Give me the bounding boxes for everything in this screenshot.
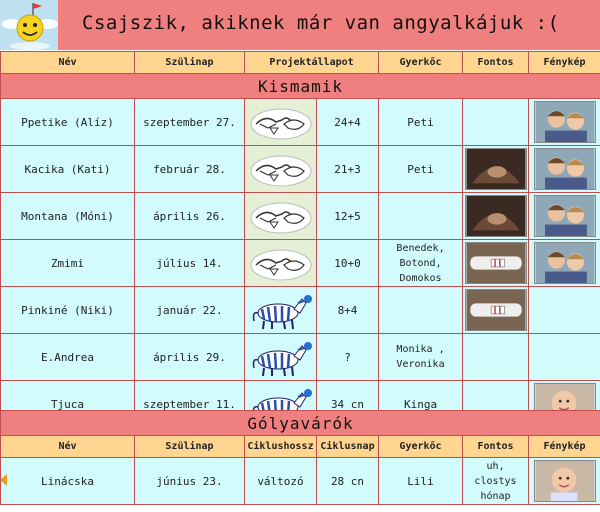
member-kids: Kinga	[379, 381, 463, 428]
member-birthday: április 29.	[135, 334, 245, 381]
header-kids: Gyerkőc	[379, 436, 463, 458]
portrait-photo	[529, 193, 600, 240]
golyavarok-section-row	[1, 411, 600, 436]
member-kids	[379, 287, 463, 334]
header-photo: Fénykép	[529, 52, 600, 74]
member-birthday: április 26.	[135, 193, 245, 240]
portrait-photo	[529, 240, 600, 287]
pregnancy-week: ?	[317, 334, 379, 381]
pregnancy-week: 12+5	[317, 193, 379, 240]
member-name: Kacika (Kati)	[1, 146, 135, 193]
member-birthday: június 23.	[135, 458, 245, 505]
baby-photo	[529, 458, 600, 505]
member-name: Zmimi	[1, 240, 135, 287]
photo-empty	[529, 334, 600, 381]
member-birthday: szeptember 11.	[135, 381, 245, 428]
member-name: Ppetike (Alíz)	[1, 99, 135, 146]
pregnancy-test-photo	[463, 240, 529, 287]
stork-icon	[245, 240, 317, 287]
header-name: Név	[1, 52, 135, 74]
header-kids: Gyerkőc	[379, 52, 463, 74]
member-kids: Lili	[379, 458, 463, 505]
pregnancy-week: 10+0	[317, 240, 379, 287]
table-row	[1, 334, 600, 381]
member-kids: Monika , Veronika	[379, 334, 463, 381]
kismamik-header-row	[1, 52, 600, 74]
zebra-icon	[245, 287, 317, 334]
member-birthday: szeptember 27.	[135, 99, 245, 146]
section-title-kismamik: Kismamik	[1, 74, 600, 99]
member-name: Tjuca	[1, 381, 135, 428]
pregnancy-week: 8+4	[317, 287, 379, 334]
title-bar	[0, 0, 600, 50]
member-name	[1, 458, 135, 505]
member-name: E.Andrea	[1, 334, 135, 381]
cycle-day: 28 cn	[317, 458, 379, 505]
header-cycle-length: Ciklushossz	[245, 436, 317, 458]
table-row	[1, 287, 600, 334]
pregnancy-test-photo	[463, 287, 529, 334]
stork-icon	[245, 193, 317, 240]
photo-empty	[529, 287, 600, 334]
table-row	[1, 458, 600, 505]
important-empty	[463, 334, 529, 381]
portrait-photo	[529, 99, 600, 146]
ultrasound-photo	[463, 193, 529, 240]
candy-icon	[1, 471, 10, 492]
header-project-status: Projektállapot	[245, 52, 379, 74]
pregnancy-week: 24+4	[317, 99, 379, 146]
member-birthday: január 22.	[135, 287, 245, 334]
header-important: Fontos	[463, 52, 529, 74]
zebra-icon	[245, 334, 317, 381]
golyavarok-table	[0, 410, 600, 505]
portrait-photo	[529, 146, 600, 193]
member-birthday: február 28.	[135, 146, 245, 193]
stork-icon	[245, 99, 317, 146]
header-cycle-day: Ciklusnap	[317, 436, 379, 458]
member-name: Pinkiné (Niki)	[1, 287, 135, 334]
member-kids: Peti	[379, 99, 463, 146]
page-title: Csajszik, akiknek már van angyalkájuk :(	[82, 12, 560, 34]
important-empty	[463, 99, 529, 146]
member-kids: Benedek, Botond, Domokos	[379, 240, 463, 287]
table-row	[1, 240, 600, 287]
important-note: uh, clostys hónap	[463, 458, 529, 505]
member-birthday: július 14.	[135, 240, 245, 287]
header-birthday: Szülinap	[135, 52, 245, 74]
header-name: Név	[1, 436, 135, 458]
header-photo: Fénykép	[529, 436, 600, 458]
header-important: Fontos	[463, 436, 529, 458]
member-name-text: Linácska	[41, 474, 94, 488]
cycle-length: változó	[245, 458, 317, 505]
member-kids	[379, 193, 463, 240]
ultrasound-photo	[463, 146, 529, 193]
section-title-golyavarok: Gólyavárók	[1, 411, 600, 436]
smiley-angel-icon	[0, 0, 58, 50]
table-row	[1, 99, 600, 146]
pregnancy-week: 21+3	[317, 146, 379, 193]
table-row	[1, 146, 600, 193]
stork-icon	[245, 146, 317, 193]
header-birthday: Szülinap	[135, 436, 245, 458]
kismamik-section-row	[1, 74, 600, 99]
kismamik-table	[0, 51, 600, 428]
member-name: Montana (Móni)	[1, 193, 135, 240]
table-row	[1, 193, 600, 240]
pregnancy-week: 34 cn	[317, 381, 379, 428]
golyavarok-header-row	[1, 436, 600, 458]
member-kids: Peti	[379, 146, 463, 193]
